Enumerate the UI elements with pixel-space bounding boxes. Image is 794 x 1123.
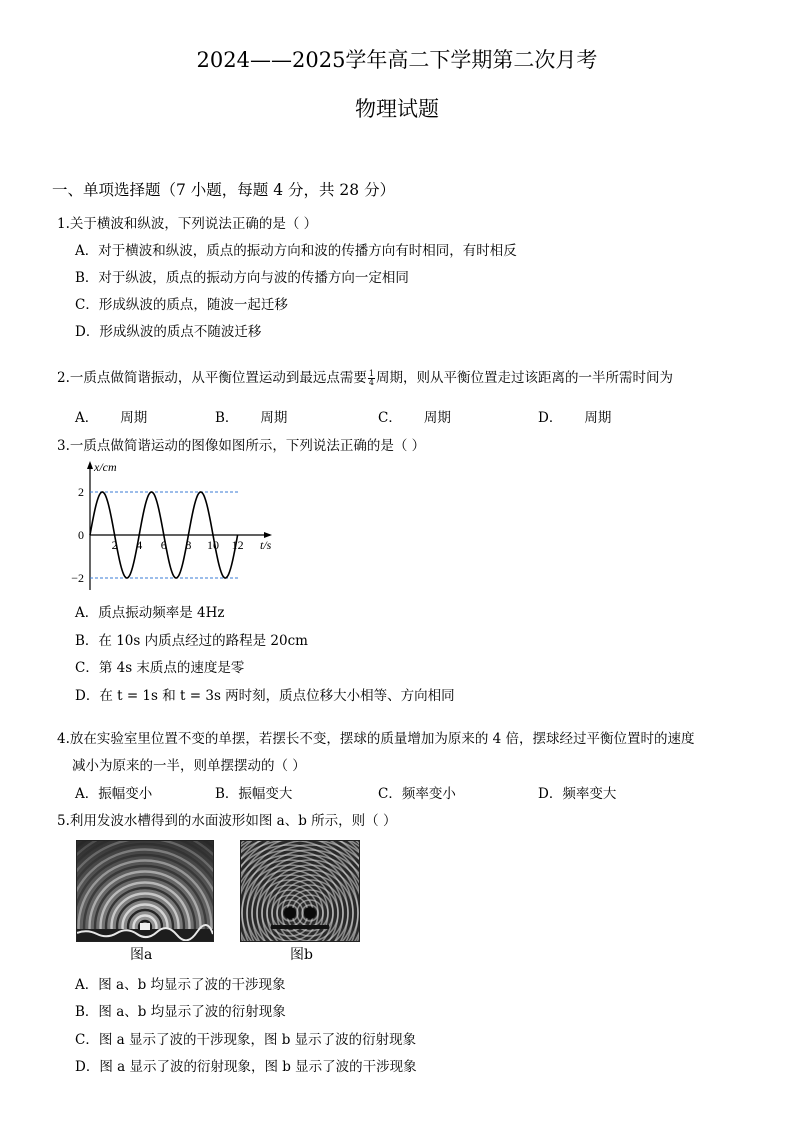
option-letter: C． xyxy=(378,410,402,426)
question-5-option-b: B．图 a、b 均显示了波的衍射现象 xyxy=(75,1004,286,1020)
x-axis-label: t/s xyxy=(260,538,272,552)
chart-axes xyxy=(87,461,272,590)
option-letter: D． xyxy=(538,410,563,426)
question-4-option-d: D．频率变大 xyxy=(538,786,617,802)
exam-title: 2024——2025学年高二下学期第二次月考 xyxy=(196,48,598,72)
chart-labels xyxy=(71,460,271,585)
question-1-option-c: C．形成纵波的质点，随波一起迁移 xyxy=(75,297,288,313)
question-5-option-c: C．图 a 显示了波的干涉现象，图 b 显示了波的衍射现象 xyxy=(75,1032,417,1048)
question-3-option-b: B．在 10s 内质点经过的路程是 20cm xyxy=(75,633,308,649)
displacement-time-chart xyxy=(60,455,285,595)
question-4-option-b: B．振幅变大 xyxy=(215,786,293,802)
option-text: 周期 xyxy=(120,410,148,426)
wave-figure-a-image xyxy=(76,840,214,942)
question-5-option-d: D．图 a 显示了波的衍射现象，图 b 显示了波的干涉现象 xyxy=(75,1059,417,1075)
fraction-denominator: 4 xyxy=(368,378,374,387)
x-tick-label: 6 xyxy=(160,538,167,552)
x-tick-label: 10 xyxy=(207,538,219,552)
question-2-stem xyxy=(57,366,673,387)
figure-b-caption: 图b xyxy=(290,947,313,963)
y-tick-label: 2 xyxy=(78,485,84,499)
question-2-stem-before: 2.一质点做简谐振动，从平衡位置运动到最远点需要 xyxy=(57,370,367,386)
figure-a-caption: 图a xyxy=(130,947,153,963)
question-1-option-a: A．对于横波和纵波，质点的振动方向和波的传播方向有时相同，有时相反 xyxy=(75,243,517,259)
x-tick-label: 2 xyxy=(111,538,118,552)
y-tick-label: 0 xyxy=(78,528,84,542)
fraction xyxy=(368,370,375,387)
question-4-stem-line1: 4.放在实验室里位置不变的单摆，若摆长不变，摆球的质量增加为原来的 4 倍，摆球经过平衡位置时的速度 xyxy=(57,731,695,747)
question-1-option-d: D．形成纵波的质点不随波迁移 xyxy=(75,324,262,340)
question-4-option-c: C．频率变小 xyxy=(378,786,456,802)
fraction-numerator: 1 xyxy=(368,369,374,378)
question-1-option-b: B．对于纵波，质点的振动方向与波的传播方向一定相同 xyxy=(75,270,409,286)
section-heading: 一、单项选择题（7 小题，每题 4 分，共 28 分） xyxy=(52,181,396,199)
question-4-stem-line2: 减小为原来的一半，则单摆摆动的（ ） xyxy=(72,758,306,774)
question-2-option-c xyxy=(378,406,451,426)
y-axis-label: x/cm xyxy=(94,460,117,474)
question-4-option-a: A．振幅变小 xyxy=(75,786,153,802)
option-text: 周期 xyxy=(260,410,288,426)
x-tick-label: 12 xyxy=(231,538,244,552)
wave-figure-b-image xyxy=(240,840,360,942)
option-text: 周期 xyxy=(584,410,612,426)
x-tick-label: 8 xyxy=(185,538,192,552)
question-5-stem: 5.利用发波水槽得到的水面波形如图 a、b 所示，则（ ） xyxy=(57,813,397,829)
question-2-option-d xyxy=(538,406,611,426)
question-2-option-a xyxy=(75,406,147,426)
option-text: 周期 xyxy=(423,410,451,426)
question-1-stem: 1.关于横波和纵波，下列说法正确的是（ ） xyxy=(57,216,318,232)
x-tick-label: 4 xyxy=(136,538,143,552)
exam-subtitle: 物理试题 xyxy=(355,97,439,121)
question-2-option-b xyxy=(215,406,287,426)
question-3-option-c: C．第 4s 末质点的速度是零 xyxy=(75,660,245,676)
y-axis-arrow xyxy=(87,461,93,469)
option-letter: B． xyxy=(215,410,239,426)
question-5-option-a: A．图 a、b 均显示了波的干涉现象 xyxy=(75,977,286,993)
question-3-stem: 3.一质点做简谐运动的图像如图所示，下列说法正确的是（ ） xyxy=(57,438,426,454)
y-tick-label: −2 xyxy=(71,571,84,585)
question-3-option-d: D．在 t = 1s 和 t = 3s 两时刻，质点位移大小相等、方向相同 xyxy=(75,688,455,704)
question-2-stem-after: 周期，则从平衡位置走过该距离的一半所需时间为 xyxy=(375,370,673,386)
option-letter: A． xyxy=(75,410,99,426)
question-3-option-a: A．质点振动频率是 4Hz xyxy=(75,605,225,621)
